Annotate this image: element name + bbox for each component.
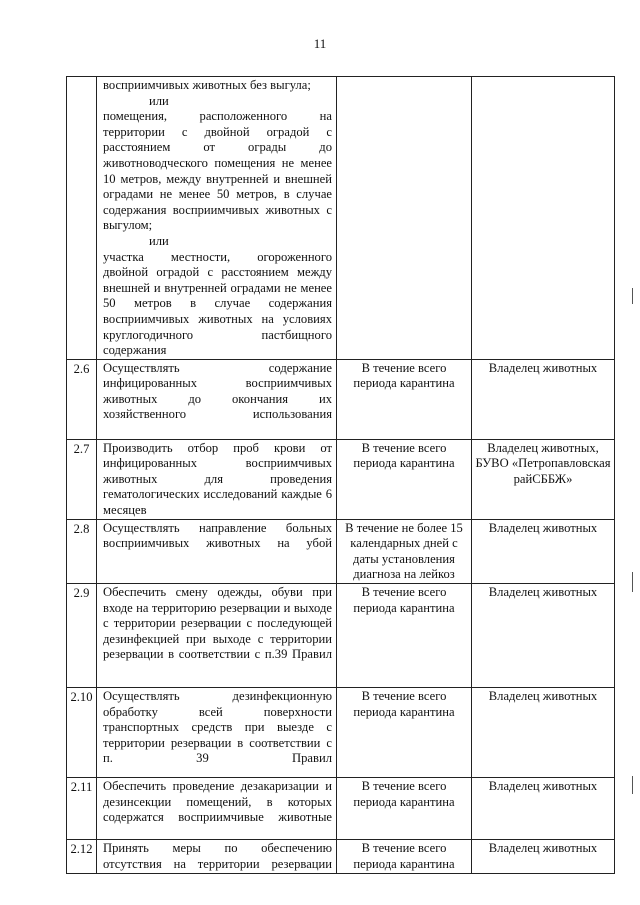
owner-cell: Владелец животных	[472, 840, 615, 874]
owner-cell: Владелец животных	[472, 688, 615, 778]
action-cell	[97, 77, 337, 360]
owner-cell: Владелец животных	[472, 778, 615, 840]
action-text: Осуществлять содержание инфицированных восприимчивых животных до окончания их хозяйственного использования	[103, 360, 332, 422]
page-number: 11	[313, 36, 327, 51]
table-row-2-12	[67, 840, 615, 874]
scan-edge-mark	[632, 572, 633, 592]
term-cell: В течение всего периода карантина	[337, 584, 472, 688]
scan-edge-mark	[632, 776, 633, 794]
action-text: Осуществлять дезинфекционную обработку всей поверхности транспортных средств при выезде с территории резервации в соответствии с п. 39 Правил	[103, 689, 332, 766]
term-cell: В течение всего периода карантина	[337, 778, 472, 840]
action-text: Осуществлять направление больных восприимчивых животных на убой	[103, 520, 332, 551]
table-row-2-6	[67, 359, 615, 439]
action-text: Обеспечить проведение дезакаризации и дезинсекции помещений, в которых содержатся восприимчивые животные	[103, 779, 332, 825]
table-row-continuation	[67, 77, 615, 360]
scan-edge-mark	[632, 288, 633, 304]
action-text: Производить отбор проб крови от инфицированных восприимчивых животных для проведения гематологических исследований каждые 6 месяцев	[103, 440, 332, 518]
row-number: 2.6	[67, 359, 97, 439]
continuation-line: восприимчивых животных без выгула;	[103, 78, 311, 92]
action-cell	[97, 778, 337, 840]
owner-cell: Владелец животных	[472, 519, 615, 583]
table-row-2-7	[67, 439, 615, 519]
table-row-2-10	[67, 688, 615, 778]
owner-cell: Владелец животных	[472, 584, 615, 688]
owner-cell	[472, 77, 615, 360]
owner-cell: Владелец животных	[472, 359, 615, 439]
row-number: 2.9	[67, 584, 97, 688]
row-number: 2.8	[67, 519, 97, 583]
term-cell: В течение всего периода карантина	[337, 840, 472, 874]
term-cell: В течение не более 15 календарных дней с даты установления диагноза на лейкоз	[337, 519, 472, 583]
action-text: Принять меры по обеспечению отсутствия на территории резервации	[103, 841, 332, 871]
table-row-2-9	[67, 584, 615, 688]
row-number: 2.7	[67, 439, 97, 519]
row-number: 2.10	[67, 688, 97, 778]
row-number: 2.11	[67, 778, 97, 840]
term-cell	[337, 77, 472, 360]
action-cell	[97, 584, 337, 688]
action-cell	[97, 359, 337, 439]
action-cell	[97, 840, 337, 874]
term-cell: В течение всего периода карантина	[337, 439, 472, 519]
action-cell	[97, 519, 337, 583]
action-cell	[97, 688, 337, 778]
continuation-paragraph: помещения, расположенного на территории с двойной оградой с расстоянием от ограды до животноводческого помещения не менее 10 метров, между внутренней и внешней оградами не менее 50 метров, в случае содержания восприимчивых животных с выгулом;	[103, 109, 332, 233]
row-number: 2.12	[67, 840, 97, 874]
quarantine-measures-table	[66, 76, 615, 874]
or-separator: или	[149, 233, 169, 248]
continuation-paragraph: участка местности, огороженного двойной оградой с расстоянием между внешней и внутренней оградами не менее 50 метров в случае содержания восприимчивых животных на условиях круглогодичного пастбищного содержания	[103, 249, 332, 358]
term-cell: В течение всего периода карантина	[337, 359, 472, 439]
row-number-cell	[67, 77, 97, 360]
owner-cell: Владелец животных, БУВО «Петропавловская райСББЖ»	[472, 439, 615, 519]
or-separator: или	[149, 93, 169, 108]
table-row-2-8	[67, 519, 615, 583]
term-cell: В течение всего периода карантина	[337, 688, 472, 778]
action-text: Обеспечить смену одежды, обуви при входе на территорию резервации и выходе с территории резервации с последующей дезинфекцией при выходе с территории резервации в соответствии с п.39 Правил	[103, 585, 332, 662]
action-cell	[97, 439, 337, 519]
table-row-2-11	[67, 778, 615, 840]
